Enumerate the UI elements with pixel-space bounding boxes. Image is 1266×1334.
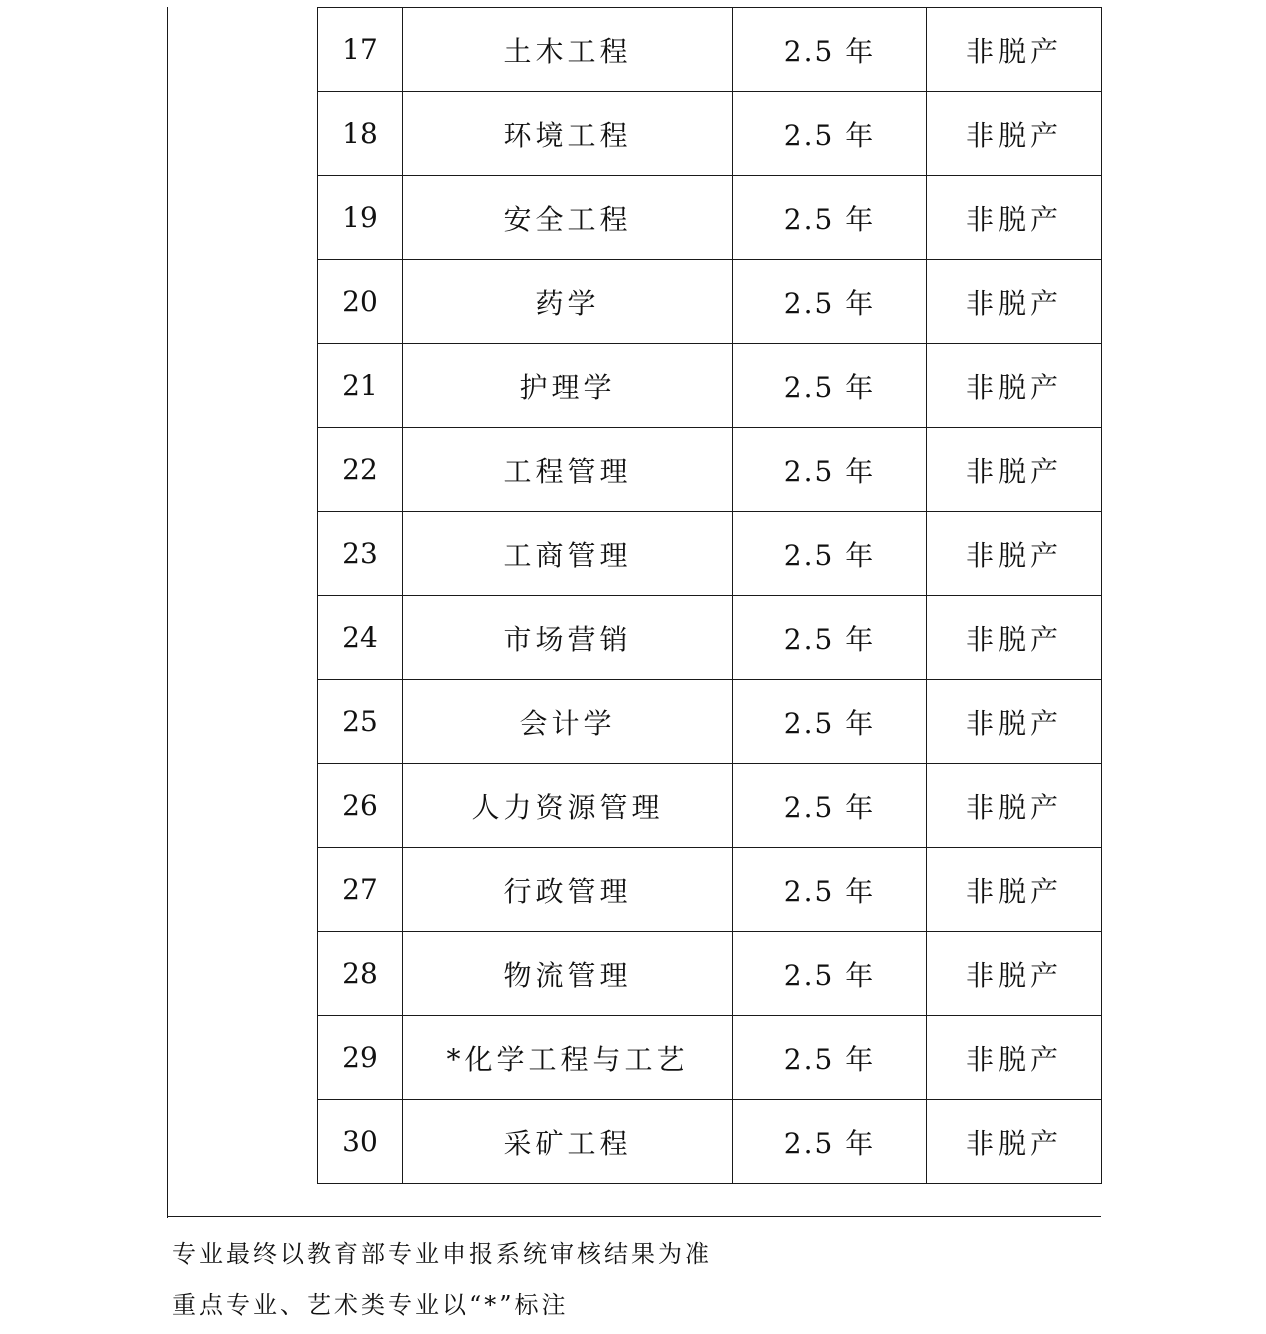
major-name: 药学 <box>403 260 733 344</box>
table-row <box>318 428 1102 512</box>
major-name: *化学工程与工艺 <box>403 1016 733 1100</box>
study-mode: 非脱产 <box>927 680 1102 764</box>
study-duration: 2.5 年 <box>733 260 927 344</box>
table-row <box>318 260 1102 344</box>
study-duration: 2.5 年 <box>733 1100 927 1184</box>
study-duration: 2.5 年 <box>733 344 927 428</box>
major-name: 护理学 <box>403 344 733 428</box>
study-duration: 2.5 年 <box>733 512 927 596</box>
study-duration: 2.5 年 <box>733 596 927 680</box>
study-duration: 2.5 年 <box>733 764 927 848</box>
major-name: 采矿工程 <box>403 1100 733 1184</box>
study-mode: 非脱产 <box>927 92 1102 176</box>
row-number: 24 <box>318 596 403 680</box>
study-mode: 非脱产 <box>927 1016 1102 1100</box>
row-number: 25 <box>318 680 403 764</box>
row-number: 18 <box>318 92 403 176</box>
row-number: 20 <box>318 260 403 344</box>
major-name: 会计学 <box>403 680 733 764</box>
major-name: 环境工程 <box>403 92 733 176</box>
study-mode: 非脱产 <box>927 932 1102 1016</box>
row-number: 30 <box>318 1100 403 1184</box>
study-mode: 非脱产 <box>927 344 1102 428</box>
table-row <box>318 344 1102 428</box>
table-row <box>318 92 1102 176</box>
major-name: 人力资源管理 <box>403 764 733 848</box>
study-mode: 非脱产 <box>927 512 1102 596</box>
row-number: 28 <box>318 932 403 1016</box>
study-mode: 非脱产 <box>927 176 1102 260</box>
row-number: 21 <box>318 344 403 428</box>
note-asterisk-legend: 重点专业、艺术类专业以“*”标注 <box>172 1291 569 1319</box>
major-name: 安全工程 <box>403 176 733 260</box>
table-row <box>318 8 1102 92</box>
table-row <box>318 932 1102 1016</box>
table-row <box>318 596 1102 680</box>
study-mode: 非脱产 <box>927 260 1102 344</box>
row-number: 26 <box>318 764 403 848</box>
major-name: 物流管理 <box>403 932 733 1016</box>
study-mode: 非脱产 <box>927 8 1102 92</box>
study-duration: 2.5 年 <box>733 176 927 260</box>
row-number: 17 <box>318 8 403 92</box>
study-mode: 非脱产 <box>927 596 1102 680</box>
major-name: 市场营销 <box>403 596 733 680</box>
major-name: 工程管理 <box>403 428 733 512</box>
major-name: 土木工程 <box>403 8 733 92</box>
table-row <box>318 1016 1102 1100</box>
study-duration: 2.5 年 <box>733 680 927 764</box>
study-duration: 2.5 年 <box>733 848 927 932</box>
merged-cell-bottom-border <box>167 1216 1101 1217</box>
table-row <box>318 512 1102 596</box>
row-number: 27 <box>318 848 403 932</box>
row-number: 19 <box>318 176 403 260</box>
table-row <box>318 848 1102 932</box>
study-mode: 非脱产 <box>927 764 1102 848</box>
study-mode: 非脱产 <box>927 428 1102 512</box>
major-name: 行政管理 <box>403 848 733 932</box>
major-name: 工商管理 <box>403 512 733 596</box>
majors-table-region <box>167 7 1101 1218</box>
table-row <box>318 680 1102 764</box>
merged-cell-left-border <box>167 7 168 1218</box>
study-duration: 2.5 年 <box>733 8 927 92</box>
study-duration: 2.5 年 <box>733 1016 927 1100</box>
row-number: 29 <box>318 1016 403 1100</box>
majors-table <box>317 7 1102 1184</box>
study-duration: 2.5 年 <box>733 428 927 512</box>
study-duration: 2.5 年 <box>733 932 927 1016</box>
row-number: 23 <box>318 512 403 596</box>
study-mode: 非脱产 <box>927 848 1102 932</box>
note-review-basis: 专业最终以教育部专业申报系统审核结果为准 <box>172 1240 712 1268</box>
row-number: 22 <box>318 428 403 512</box>
study-mode: 非脱产 <box>927 1100 1102 1184</box>
table-row <box>318 764 1102 848</box>
study-duration: 2.5 年 <box>733 92 927 176</box>
table-row <box>318 1100 1102 1184</box>
table-row <box>318 176 1102 260</box>
